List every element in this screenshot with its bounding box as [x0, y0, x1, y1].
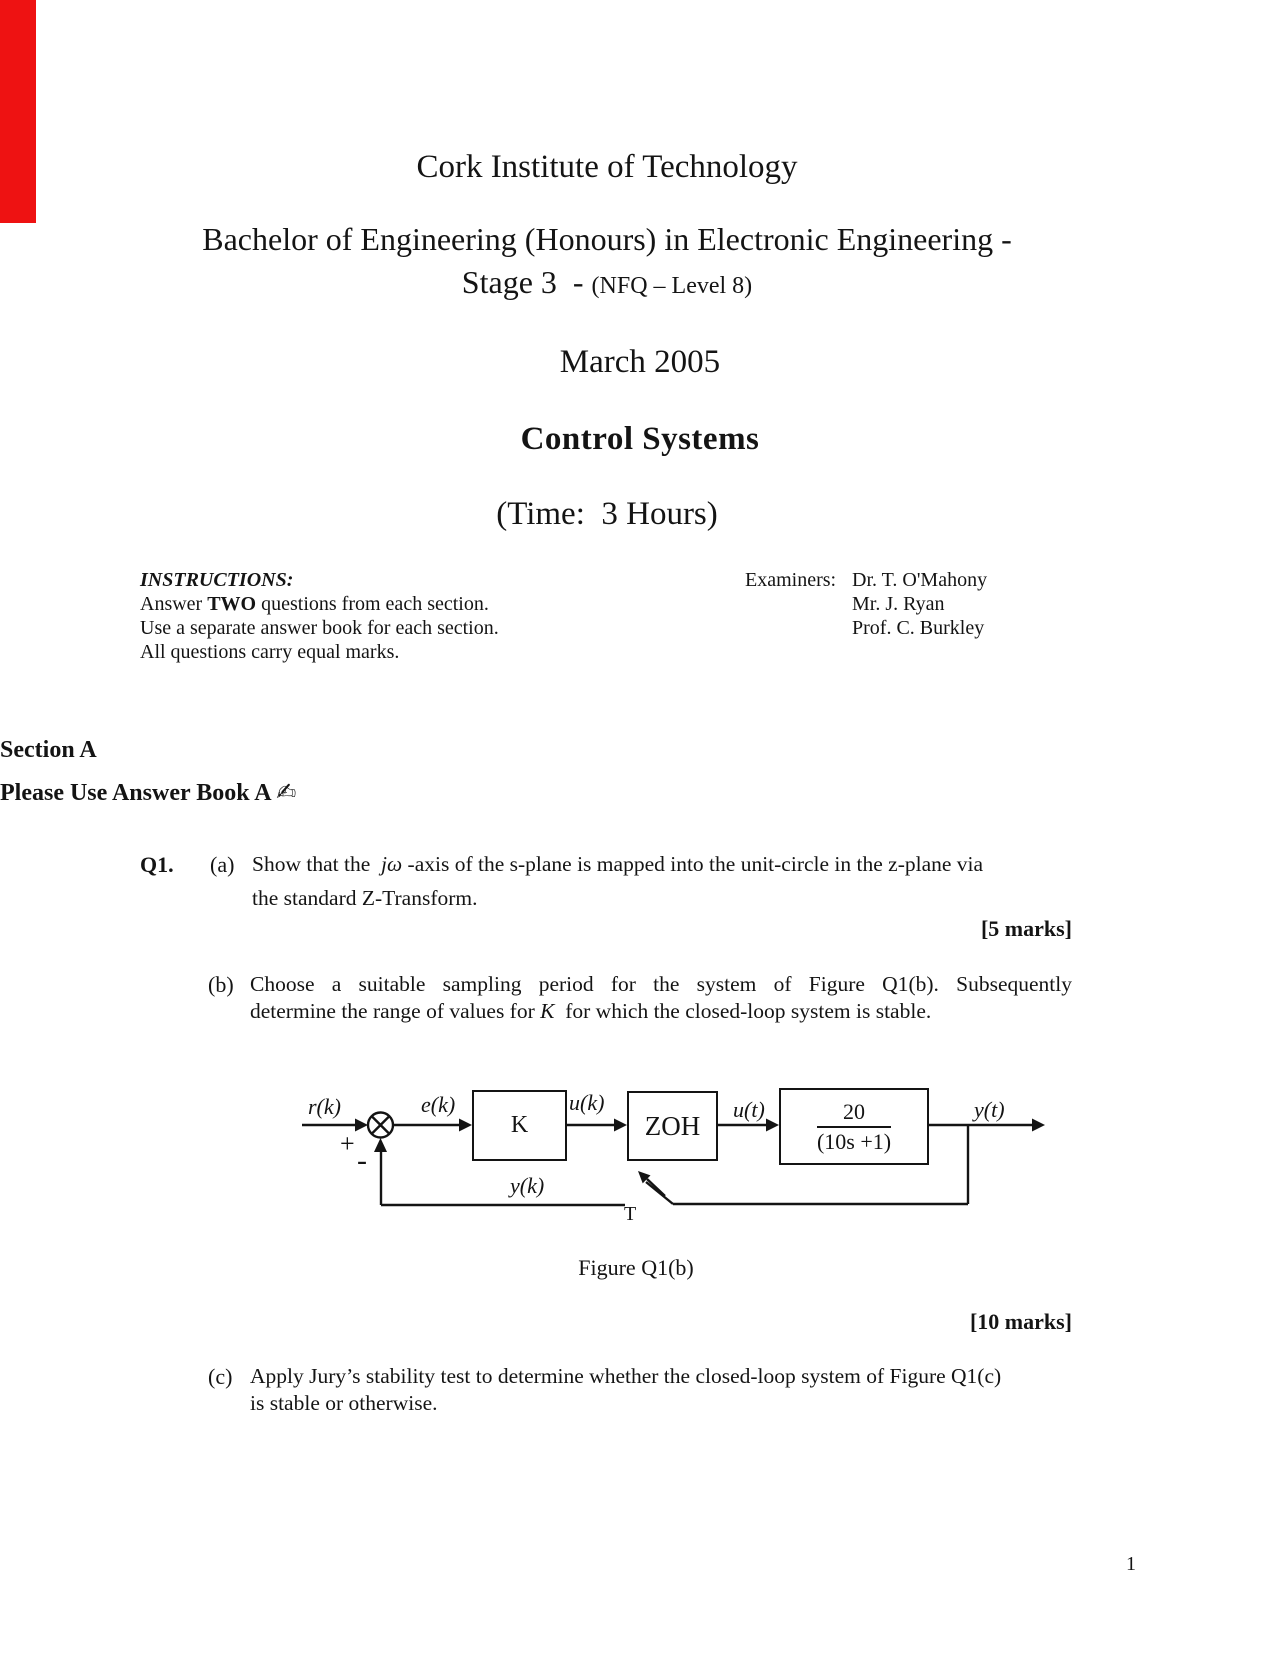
- part-b-math-K: K: [540, 999, 555, 1023]
- section-title: Section A: [0, 737, 97, 763]
- part-b-line1: Choose a suitable sampling period for the system of Figure Q1(b). Subsequently: [250, 972, 1072, 996]
- stage-separator: -: [556, 264, 592, 300]
- part-c-marker: (c): [208, 1364, 233, 1389]
- nfq-level-text: (NFQ – Level 8): [591, 273, 753, 299]
- exam-subject: Control Systems: [520, 421, 760, 457]
- signal-label-rk: r(k): [308, 1094, 341, 1119]
- part-b-marks: [10 marks]: [969, 1309, 1072, 1334]
- zoh-block-label: ZOH: [644, 1110, 701, 1141]
- part-c-line2: is stable or otherwise.: [250, 1391, 438, 1415]
- instructions-line1-pre: Answer: [140, 593, 208, 615]
- figure-caption: Figure Q1(b): [578, 1255, 694, 1280]
- gain-block: [472, 1090, 567, 1161]
- part-a-marker: (a): [210, 852, 235, 877]
- examiner-name: Mr. J. Ryan: [852, 593, 945, 615]
- part-b-line2-post: for which the closed-loop system is stable.: [554, 999, 932, 1023]
- institution-title: Cork Institute of Technology: [416, 149, 798, 185]
- part-a-line1-pre: Show that the: [252, 852, 381, 876]
- instructions-line3: All questions carry equal marks.: [140, 641, 400, 663]
- plant-transfer-function: [817, 1100, 891, 1152]
- red-ribbon: [0, 0, 36, 223]
- examiner-name: Prof. C. Burkley: [852, 617, 985, 639]
- signal-label-uk: u(k): [569, 1090, 605, 1115]
- part-a-marks: [5 marks]: [980, 916, 1072, 941]
- gain-block-label: K: [510, 1112, 529, 1138]
- zoh-block: [627, 1091, 718, 1161]
- instructions-line2: Use a separate answer book for each section.: [140, 617, 499, 639]
- part-a-line2: the standard Z-Transform.: [252, 886, 478, 910]
- examiners-label: Examiners:: [745, 569, 837, 591]
- signal-label-ek: e(k): [421, 1092, 456, 1117]
- summing-plus-sign: +: [340, 1129, 355, 1158]
- part-a-math-jomega: jω: [381, 852, 403, 876]
- programme-title-line2: [0, 264, 1214, 301]
- sampler-period-label: T: [624, 1203, 637, 1225]
- part-b-line2-pre: determine the range of values for: [250, 999, 541, 1023]
- section-subtitle-text: Please Use Answer Book A: [0, 780, 277, 806]
- instructions-line1-emphasis: TWO: [207, 593, 257, 615]
- signal-label-yk: y(k): [510, 1173, 545, 1198]
- signal-label-yt: y(t): [974, 1097, 1005, 1122]
- part-b-line2: [250, 999, 931, 1024]
- programme-title-line1: Bachelor of Engineering (Honours) in Electronic Engineering -: [202, 221, 1012, 257]
- stage-text: Stage 3: [461, 264, 557, 300]
- plant-numerator: 20: [817, 1100, 891, 1127]
- section-subtitle: [0, 778, 1274, 807]
- signal-label-ut: u(t): [733, 1097, 765, 1122]
- instructions-line1: [140, 593, 489, 616]
- examiner-name: Dr. T. O'Mahony: [852, 569, 988, 591]
- page-number: 1: [1126, 1553, 1136, 1575]
- plant-denominator: (10s +1): [816, 1128, 892, 1154]
- exam-date: March 2005: [559, 344, 721, 380]
- instructions-heading: INSTRUCTIONS:: [140, 569, 294, 591]
- summing-minus-sign: -: [357, 1144, 367, 1177]
- part-c-line1: Apply Jury’s stability test to determine whether the closed-loop system of Figure Q1(c): [250, 1364, 1002, 1388]
- part-a-line1: [252, 852, 983, 877]
- part-a-line1-post: -axis of the s-plane is mapped into the unit-circle in the z-plane via: [402, 852, 984, 876]
- question-number: Q1.: [140, 852, 174, 877]
- writing-hand-icon: ✍: [276, 778, 297, 806]
- plant-block: [779, 1088, 929, 1165]
- exam-duration: (Time: 3 Hours): [496, 496, 718, 532]
- instructions-line1-post: questions from each section.: [256, 593, 489, 615]
- part-b-marker: (b): [208, 972, 234, 997]
